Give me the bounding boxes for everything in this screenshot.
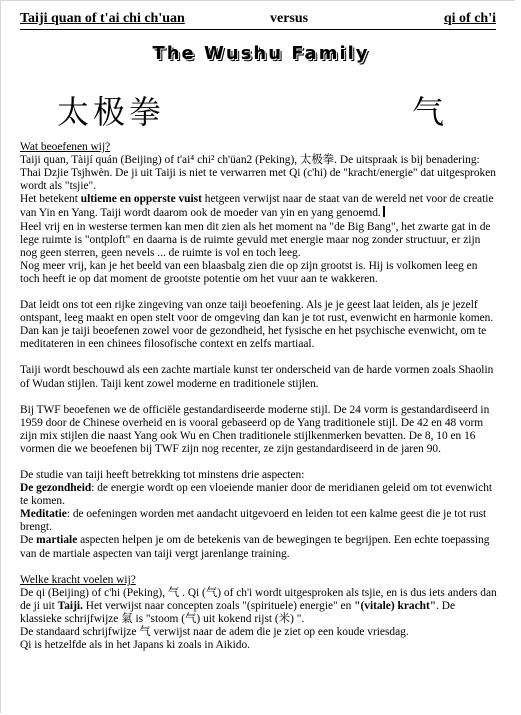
aspect-gezondheid bbox=[20, 482, 498, 508]
paragraph-betekenis bbox=[20, 193, 498, 220]
bold-text: ultieme en opperste vuist bbox=[80, 193, 202, 206]
page-header bbox=[20, 11, 496, 29]
section-heading-kracht: Welke kracht voelen wij? bbox=[20, 573, 136, 586]
text: aspecten helpen je om de betekenis van de bewegingen te begrijpen. Een echte toepassing van de martiale aspecten van taiji vergt jarenlange training. bbox=[20, 534, 490, 560]
paragraph-blaasbalg: Nog meer vrij, kan je het beeld van een blaasbalg zien die op zijn grootst is. Hij is volkomen leeg en toch heeft ie op dat moment de grootste potentie om het vuur aan te wakkeren. bbox=[20, 259, 478, 285]
text: De bbox=[20, 534, 37, 547]
text: : de oefeningen worden met aandacht uitgevoerd en leiden tot een kalme geest die je tot rust brengt. bbox=[20, 508, 487, 534]
text-cursor bbox=[383, 206, 385, 217]
qi-character: 气 bbox=[412, 94, 445, 130]
aspect-martiaal bbox=[20, 534, 498, 560]
bold-text: martiale bbox=[36, 534, 78, 547]
taijiquan-characters: 太极拳 bbox=[57, 94, 166, 130]
header-title-right: qi of ch'i bbox=[443, 11, 496, 26]
bold-text: De gezondheid bbox=[20, 482, 92, 495]
paragraph-studie: De studie van taiji heeft betrekking tot minstens drie aspecten: bbox=[20, 468, 305, 481]
text: Het betekent bbox=[20, 193, 81, 206]
header-title-middle: versus bbox=[270, 11, 309, 26]
text: hetgeen verwijst naar de staat van de wereld net voor de creatie van Yin en Yang. Taiji wordt daarom ook de moeder van yin en yang genoemd. bbox=[20, 193, 494, 220]
text: Het verwijst naar concepten zoals "(spirituele) energie" en bbox=[82, 599, 355, 612]
text: : de energie wordt op een vloeiende manier door de meridianen geleid om tot evenwicht te komen. bbox=[20, 482, 493, 508]
text: . De klassieke schrijfwijze 氣 is "stoom (气) uit kokend rijst (米) ". bbox=[20, 599, 456, 625]
aspect-meditatie bbox=[20, 508, 498, 534]
paragraph-aikido: Qi is hetzelfde als in het Japans ki zoals in Aikido. bbox=[20, 639, 250, 652]
header-title-left: Taiji quan of t'ai chi ch'uan bbox=[20, 11, 185, 26]
paragraph-zachte-kunst: Taiji wordt beschouwd als een zachte martiale kunst ter onderscheid van de harde vormen zoals Shaolin of Wudan stijlen. Taiji kent zowel moderne en traditionele stijlen. bbox=[20, 364, 494, 390]
wushu-family-logo: The Wushu Family bbox=[152, 43, 370, 64]
paragraph-big-bang: Heel vrij en in westerse termen kan men dit zien als het moment na "de Big Bang", het zwarte gat in de lege ruimte is "ontploft" en daarna is de ruimte gevuld met energie maar nog zonder structuur, er zijn nog geen sterren, geen nevels ... de ruimte is vol en toch leeg. bbox=[20, 220, 491, 259]
header-rule bbox=[20, 29, 496, 30]
paragraph-twf-stijl: Bij TWF beoefenen we de officiële gestandardiseerde moderne stijl. De 24 vorm is gestandardiseerd in 1959 door de Chinese overheid en is vooral gebaseerd op de Yang traditionele stijl. De 42 en 48 vorm zijn mix stijlen die naast Yang ook Wu en Chen traditionele stijlkenmerken bevatten. De 8, 10 en 16 vormen die we beoefenen bij TWF zijn nog recenter, ze zijn gestandardiseerd in de jaren 90. bbox=[20, 403, 490, 455]
document-body bbox=[20, 141, 498, 652]
bold-text: Taiji. bbox=[57, 599, 83, 612]
bold-text: Meditatie bbox=[20, 508, 67, 521]
paragraph-intro: Taiji quan, Tàijí quán (Beijing) of t'ai⁴ chi² ch'üan2 (Peking), 太极拳. De uitspraak is bij benadering: Thai Dzjie Tsjhwèn. De ji uit Taiji is niet te verwarren met Qi (c'hi) de "kracht/energie" dat uitgesproken wordt als "tsjie". bbox=[20, 154, 496, 193]
bold-text: "(vitale) kracht" bbox=[354, 599, 437, 612]
paragraph-schrijfwijze: De standaard schrijfwijze 气 verwijst naar de adem die je ziet op een koude vriesdag. bbox=[20, 626, 409, 638]
paragraph-qi bbox=[20, 587, 498, 626]
section-heading-wat: Wat beoefenen wij? bbox=[20, 141, 111, 153]
paragraph-zingeving: Dat leidt ons tot een rijke zingeving van onze taiji beoefening. Als je je geest laat leiden, als je jezelf ontspant, leeg maakt en open stelt voor de omgeving dan kan je tot rust, evenwicht en harmonie komen. Dan kan je taiji beoefenen zowel voor de gezondheid, het fysische en het psychische evenwicht, om te meditateren in een chinees filosofische context en zelfs martiaal. bbox=[20, 299, 494, 351]
text: De qi (Beijing) of c'hi (Peking), 气 . Qi (气) of ch'i wordt uitgesproken als tsjie, en is dus iets anders dan de ji uit bbox=[20, 586, 497, 612]
